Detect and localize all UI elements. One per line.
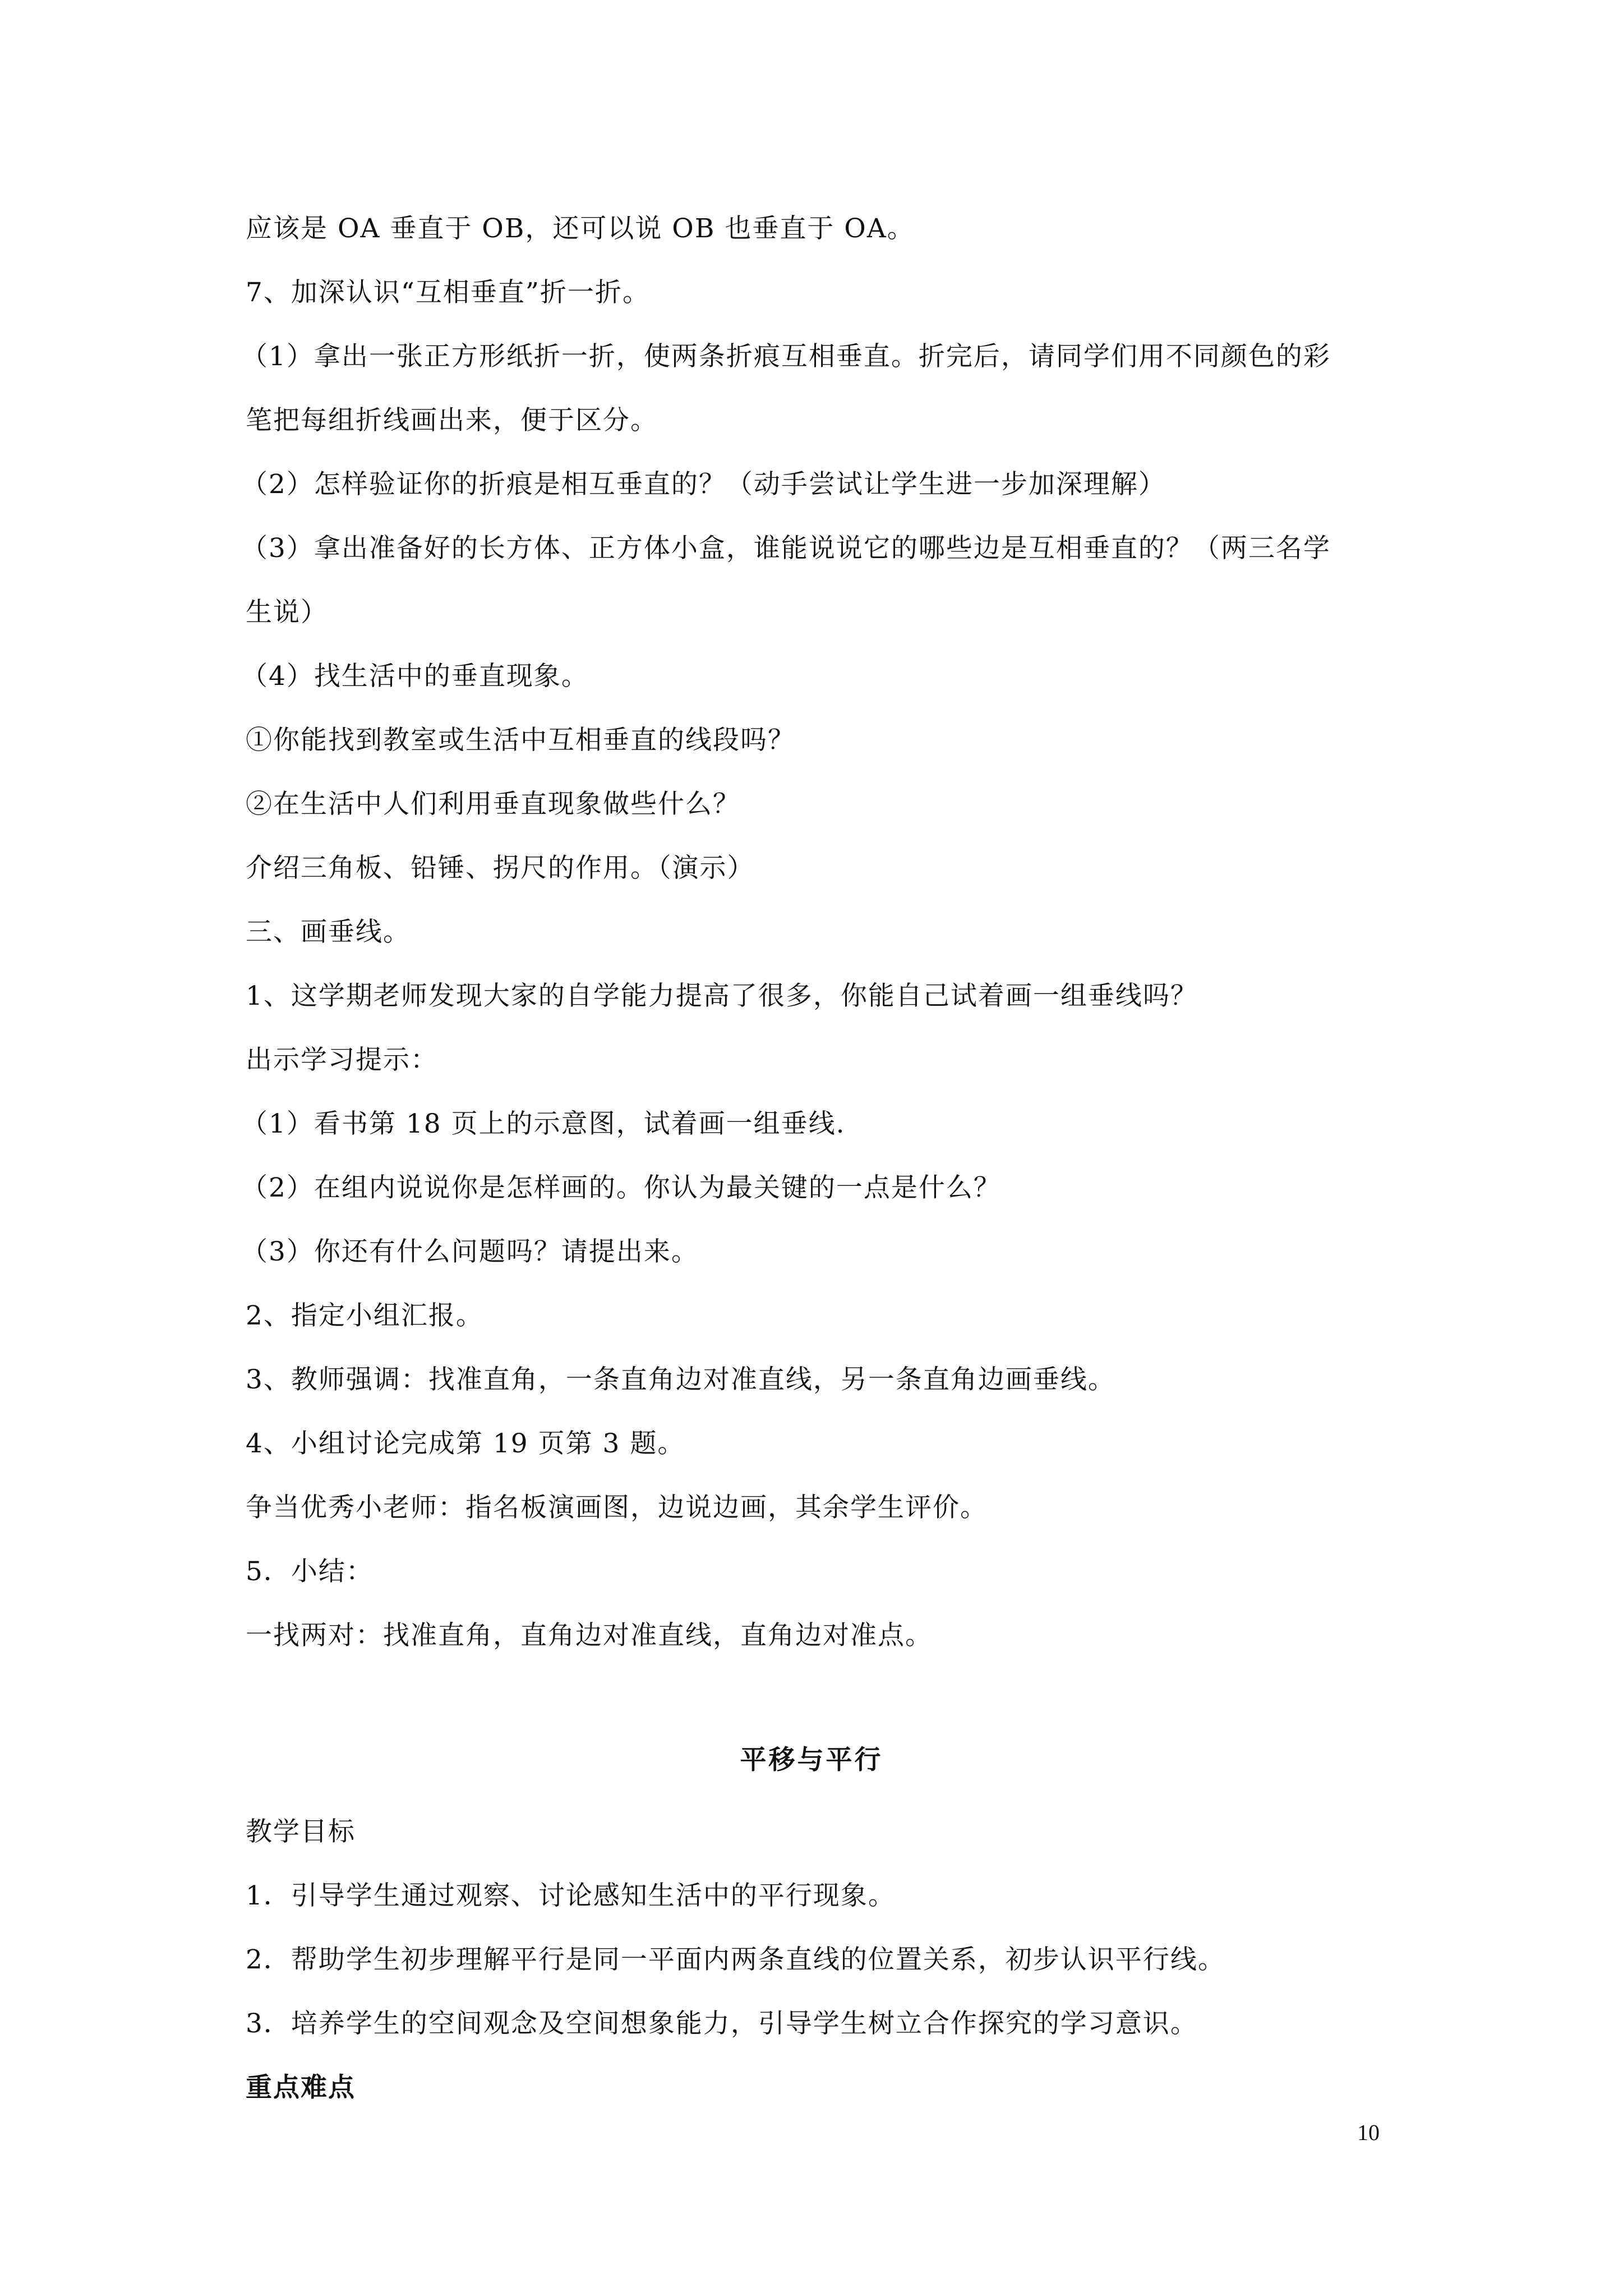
page-number: 10	[1357, 2120, 1380, 2145]
section-title: 平移与平行	[740, 1745, 883, 1775]
text-line: 4、小组讨论完成第 19 页第 3 题。	[246, 1428, 685, 1459]
text-line: 笔把每组折线画出来，便于区分。	[246, 405, 658, 436]
text-line: ②在生活中人们利用垂直现象做些什么？	[246, 789, 740, 820]
text-line: 一找两对：找准直角，直角边对准直线，直角边对准点。	[246, 1620, 933, 1651]
text-line: 7、加深认识“互相垂直”折一折。	[246, 277, 650, 308]
text-line: 2、指定小组汇报。	[246, 1300, 483, 1331]
text-line: 1、这学期老师发现大家的自学能力提高了很多，你能自己试着画一组垂线吗？	[246, 981, 1198, 1011]
text-line: （3）你还有什么问题吗？请提出来。	[241, 1236, 699, 1267]
text-line: 三、画垂线。	[246, 917, 411, 947]
text-line: （1）拿出一张正方形纸折一折，使两条折痕互相垂直。折完后，请同学们用不同颜色的彩	[241, 341, 1331, 372]
text-line: 生说）	[246, 597, 328, 628]
section-subheading: 教学目标	[246, 1816, 356, 1847]
text-line: （2）怎样验证你的折痕是相互垂直的？（动手尝试让学生进一步加深理解）	[241, 469, 1166, 500]
text-line: （2）在组内说说你是怎样画的。你认为最关键的一点是什么？	[241, 1172, 1001, 1203]
text-line: ①你能找到教室或生活中互相垂直的线段吗？	[246, 725, 795, 756]
text-line: 出示学习提示：	[246, 1045, 438, 1075]
text-line: 争当优秀小老师：指名板演画图，边说边画，其余学生评价。	[246, 1492, 988, 1523]
text-line: 介绍三角板、铅锤、拐尺的作用。（演示）	[246, 853, 755, 884]
text-line: 5．小结：	[246, 1556, 374, 1587]
text-line: （1）看书第 18 页上的示意图，试着画一组垂线.	[241, 1108, 846, 1139]
text-line: （3）拿出准备好的长方体、正方体小盒，谁能说说它的哪些边是互相垂直的？（两三名学	[241, 533, 1331, 564]
text-line: 应该是 OA 垂直于 OB，还可以说 OB 也垂直于 OA。	[246, 213, 915, 244]
section-subheading: 重点难点	[246, 2072, 356, 2103]
text-line: 2．帮助学生初步理解平行是同一平面内两条直线的位置关系，初步认识平行线。	[246, 1944, 1225, 1975]
text-line: （4）找生活中的垂直现象。	[241, 661, 589, 692]
text-line: 1．引导学生通过观察、讨论感知生活中的平行现象。	[246, 1880, 896, 1911]
text-line: 3．培养学生的空间观念及空间想象能力，引导学生树立合作探究的学习意识。	[246, 2008, 1198, 2039]
text-line: 3、教师强调：找准直角，一条直角边对准直线，另一条直角边画垂线。	[246, 1364, 1115, 1395]
